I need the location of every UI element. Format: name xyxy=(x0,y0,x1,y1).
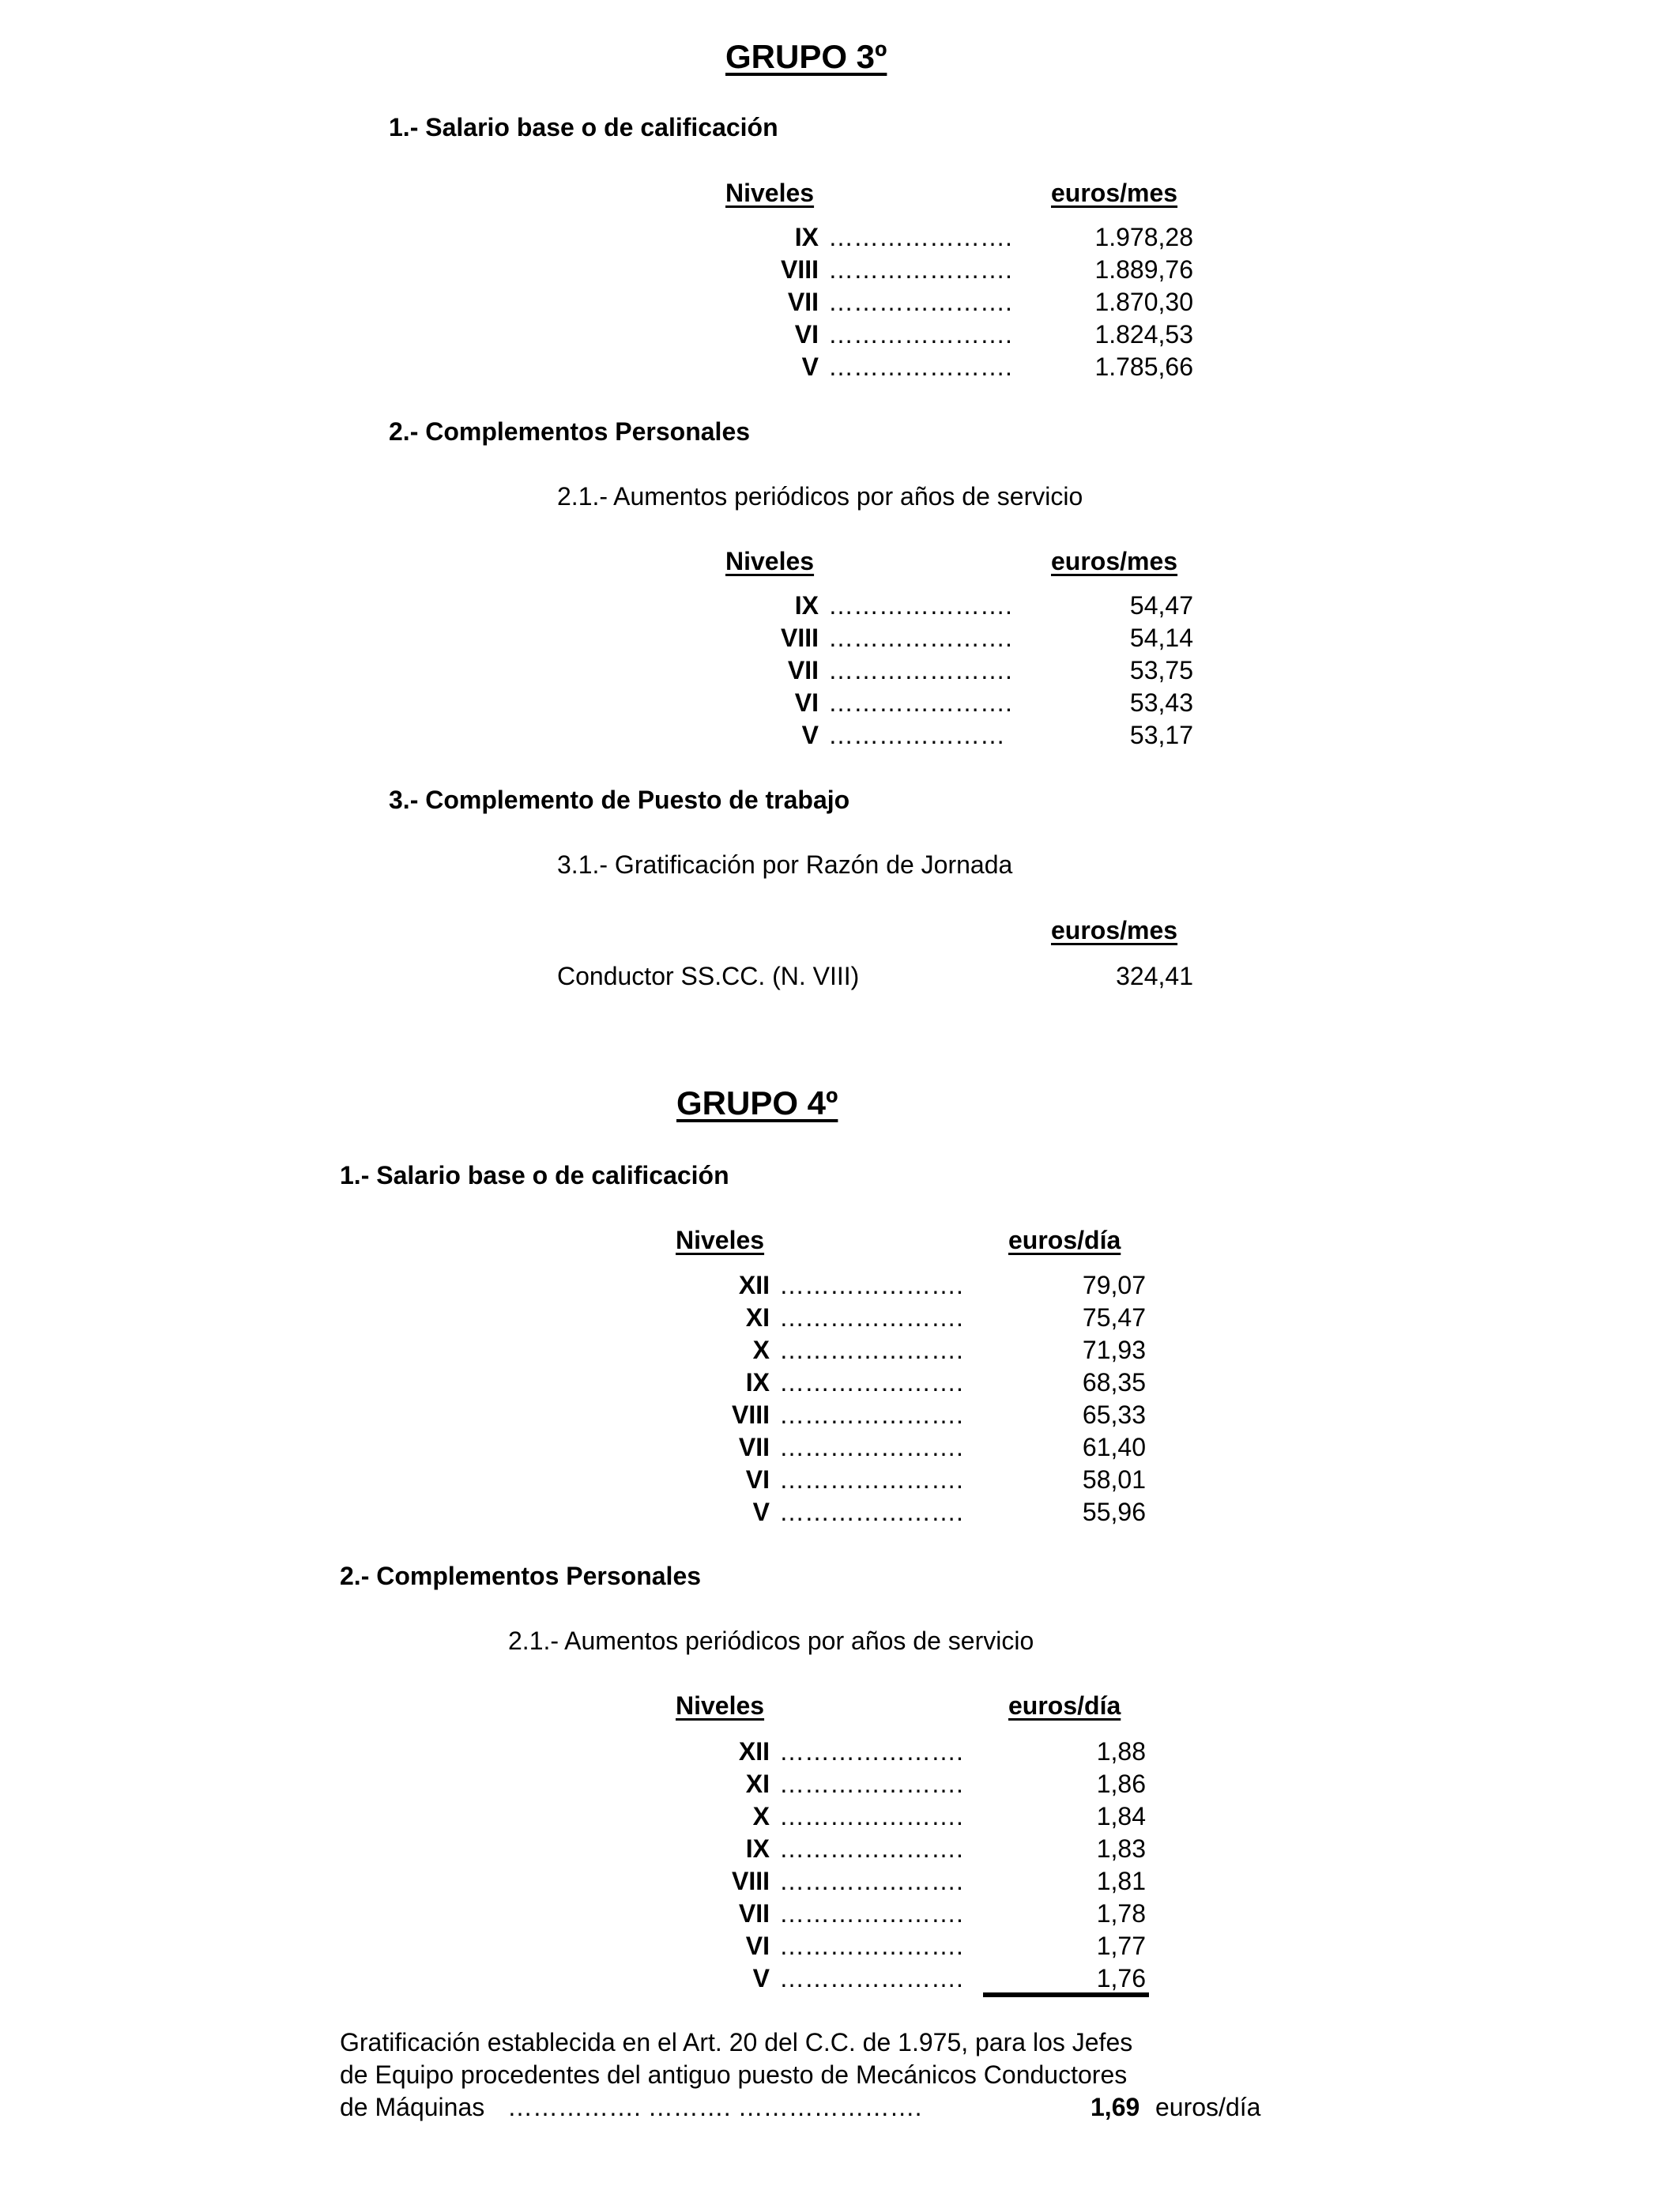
leader-dots: …………………. xyxy=(828,352,1012,381)
grupo3-title: GRUPO 3º xyxy=(725,38,887,75)
level-cell: VII xyxy=(738,1899,770,1928)
leader-dots: …………………. xyxy=(779,1932,963,1960)
table-row xyxy=(0,1964,1680,1996)
value-cell: 1,77 xyxy=(1096,1932,1146,1960)
total-rule xyxy=(983,1992,1149,1997)
table-row xyxy=(0,688,1680,720)
leader-dots: …………………. xyxy=(779,1368,963,1397)
table-row xyxy=(0,1400,1680,1432)
leader-dots: …………………. xyxy=(779,1465,963,1494)
level-cell: IX xyxy=(745,1834,770,1863)
value-cell: 71,93 xyxy=(1082,1336,1146,1364)
table-row xyxy=(0,1932,1680,1963)
level-cell: VI xyxy=(794,320,819,349)
value-cell: 1.785,66 xyxy=(1094,352,1193,381)
table-row xyxy=(0,1465,1680,1497)
level-cell: VII xyxy=(738,1433,770,1461)
level-cell: V xyxy=(801,721,819,749)
level-cell: V xyxy=(752,1964,770,1992)
leader-dots: …………………. xyxy=(779,1433,963,1461)
grupo4-table2-header-units: euros/día xyxy=(1008,1691,1121,1720)
value-cell: 79,07 xyxy=(1082,1271,1146,1299)
value-cell: 1,76 xyxy=(1096,1964,1146,1992)
level-cell: VI xyxy=(745,1465,770,1494)
table-row xyxy=(0,1336,1680,1367)
leader-dots: …………………. xyxy=(779,1400,963,1429)
level-cell: VI xyxy=(745,1932,770,1960)
table-row xyxy=(0,288,1680,319)
table-row xyxy=(0,721,1680,752)
grupo4-title: GRUPO 4º xyxy=(676,1084,838,1122)
value-cell: 54,14 xyxy=(1129,624,1193,652)
leader-dots: …………………. xyxy=(828,223,1012,251)
value-cell: 54,47 xyxy=(1129,591,1193,620)
leader-dots: …………………. xyxy=(779,1271,963,1299)
value-cell: 1,81 xyxy=(1096,1867,1146,1895)
value-cell: 1.824,53 xyxy=(1094,320,1193,349)
grupo3-section3-heading: 3.- Complemento de Puesto de trabajo xyxy=(389,786,850,814)
grupo4-note-line1: Gratificación establecida en el Art. 20 del C.C. de 1.975, para los Jefes xyxy=(340,2028,1133,2056)
leader-dots: …………………. xyxy=(779,1303,963,1332)
leader-dots: ………………… xyxy=(828,721,1005,749)
value-cell: 53,75 xyxy=(1129,656,1193,684)
grupo4-note-value: 1,69 xyxy=(1090,2093,1140,2121)
level-cell: VII xyxy=(787,288,819,316)
grupo4-section2-heading: 2.- Complementos Personales xyxy=(340,1562,702,1590)
table-row xyxy=(0,223,1680,254)
level-cell: XII xyxy=(738,1737,770,1766)
value-cell: 1.870,30 xyxy=(1094,288,1193,316)
table-row xyxy=(0,1899,1680,1931)
leader-dots: …………………. xyxy=(779,1802,963,1830)
value-cell: 1,83 xyxy=(1096,1834,1146,1863)
level-cell: XI xyxy=(745,1303,770,1332)
value-cell: 68,35 xyxy=(1082,1368,1146,1397)
value-cell: 55,96 xyxy=(1082,1498,1146,1526)
grupo3-table2-header-levels: Niveles xyxy=(725,547,815,575)
grupo3-section1-heading: 1.- Salario base o de calificación xyxy=(389,113,778,141)
level-cell: VI xyxy=(794,688,819,717)
grupo3-table1-header-units: euros/mes xyxy=(1051,179,1178,207)
level-cell: V xyxy=(752,1498,770,1526)
level-cell: XII xyxy=(738,1271,770,1299)
level-cell: V xyxy=(801,352,819,381)
leader-dots: …………………. xyxy=(828,656,1012,684)
grupo3-table1-header-levels: Niveles xyxy=(725,179,815,207)
grupo3-table2-header-units: euros/mes xyxy=(1051,547,1178,575)
level-cell: VII xyxy=(787,656,819,684)
value-cell: 53,43 xyxy=(1129,688,1193,717)
leader-dots: …………………. xyxy=(779,1867,963,1895)
level-cell: IX xyxy=(745,1368,770,1397)
value-cell: 53,17 xyxy=(1129,721,1193,749)
table-row xyxy=(0,320,1680,352)
grupo3-section2-heading: 2.- Complementos Personales xyxy=(389,417,751,446)
grupo4-table1-header-levels: Niveles xyxy=(676,1226,765,1254)
grupo4-note-dots: ……………. ………. …………………. xyxy=(507,2093,922,2121)
leader-dots: …………………. xyxy=(779,1834,963,1863)
table-row xyxy=(0,1433,1680,1465)
leader-dots: …………………. xyxy=(828,255,1012,284)
grupo3-conductor-value: 324,41 xyxy=(1116,962,1193,990)
leader-dots: …………………. xyxy=(779,1498,963,1526)
grupo3-section3-units: euros/mes xyxy=(1051,916,1178,944)
table-row xyxy=(0,591,1680,623)
leader-dots: …………………. xyxy=(828,688,1012,717)
level-cell: X xyxy=(752,1336,770,1364)
value-cell: 1,78 xyxy=(1096,1899,1146,1928)
level-cell: VIII xyxy=(731,1400,770,1429)
table-row xyxy=(0,1271,1680,1302)
value-cell: 1,84 xyxy=(1096,1802,1146,1830)
grupo4-note-units: euros/día xyxy=(1155,2093,1261,2121)
level-cell: X xyxy=(752,1802,770,1830)
level-cell: VIII xyxy=(780,255,819,284)
value-cell: 1.978,28 xyxy=(1094,223,1193,251)
table-row xyxy=(0,1303,1680,1335)
leader-dots: …………………. xyxy=(828,288,1012,316)
table-row xyxy=(0,1737,1680,1769)
leader-dots: …………………. xyxy=(779,1770,963,1798)
grupo3-section3-1-heading: 3.1.- Gratificación por Razón de Jornada xyxy=(557,850,1013,879)
leader-dots: …………………. xyxy=(828,624,1012,652)
table-row xyxy=(0,624,1680,655)
grupo4-section1-heading: 1.- Salario base o de calificación xyxy=(340,1161,729,1189)
table-row xyxy=(0,352,1680,384)
grupo3-conductor-label: Conductor SS.CC. (N. VIII) xyxy=(557,962,860,990)
value-cell: 1.889,76 xyxy=(1094,255,1193,284)
table-row xyxy=(0,1770,1680,1801)
grupo4-table2-header-levels: Niveles xyxy=(676,1691,765,1720)
value-cell: 1,86 xyxy=(1096,1770,1146,1798)
table-row xyxy=(0,656,1680,688)
leader-dots: …………………. xyxy=(779,1737,963,1766)
level-cell: XI xyxy=(745,1770,770,1798)
level-cell: VIII xyxy=(780,624,819,652)
grupo3-section2-1-heading: 2.1.- Aumentos periódicos por años de servicio xyxy=(557,482,1083,511)
level-cell: IX xyxy=(794,223,819,251)
value-cell: 65,33 xyxy=(1082,1400,1146,1429)
leader-dots: …………………. xyxy=(779,1336,963,1364)
grupo4-table1-header-units: euros/día xyxy=(1008,1226,1121,1254)
table-row xyxy=(0,1368,1680,1400)
grupo4-section2-1-heading: 2.1.- Aumentos periódicos por años de servicio xyxy=(508,1627,1034,1655)
table-row xyxy=(0,1498,1680,1529)
leader-dots: …………………. xyxy=(828,320,1012,349)
value-cell: 58,01 xyxy=(1082,1465,1146,1494)
grupo4-note-line2: de Equipo procedentes del antiguo puesto de Mecánicos Conductores xyxy=(340,2060,1128,2089)
leader-dots: …………………. xyxy=(828,591,1012,620)
table-row xyxy=(0,1834,1680,1866)
grupo4-note-line3: de Máquinas xyxy=(340,2093,485,2121)
leader-dots: …………………. xyxy=(779,1964,963,1992)
table-row xyxy=(0,255,1680,287)
value-cell: 61,40 xyxy=(1082,1433,1146,1461)
table-row xyxy=(0,1802,1680,1834)
level-cell: VIII xyxy=(731,1867,770,1895)
leader-dots: …………………. xyxy=(779,1899,963,1928)
value-cell: 1,88 xyxy=(1096,1737,1146,1766)
table-row xyxy=(0,1867,1680,1898)
value-cell: 75,47 xyxy=(1082,1303,1146,1332)
level-cell: IX xyxy=(794,591,819,620)
